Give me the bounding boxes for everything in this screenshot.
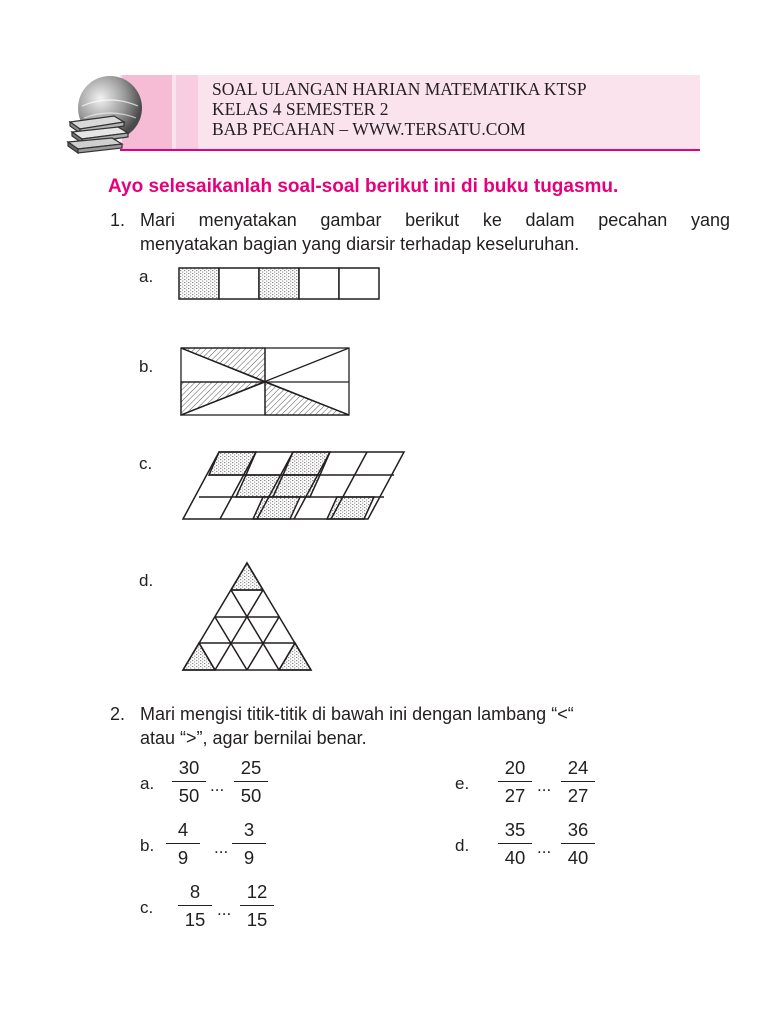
item-a-left-fraction xyxy=(169,756,209,808)
fraction-bar xyxy=(172,781,206,782)
question-2-number: 2. xyxy=(110,704,126,724)
numerator: 8 xyxy=(189,881,201,902)
fraction-bar xyxy=(498,781,532,782)
item-c-dots: ... xyxy=(217,900,232,919)
figure-a-cell-shaded xyxy=(259,268,299,299)
item-a-label: a. xyxy=(140,774,155,793)
question-1-line-1: Mari menyatakan gambar berikut ke dalam pecahan yang xyxy=(140,210,730,230)
numerator: 35 xyxy=(504,819,526,840)
item-e-left-fraction xyxy=(495,756,535,808)
header-line-3: BAB PECAHAN – WWW.TERSATU.COM xyxy=(212,119,526,139)
fraction-bar xyxy=(561,781,595,782)
denominator: 15 xyxy=(246,909,268,931)
denominator: 27 xyxy=(567,785,589,807)
denominator: 40 xyxy=(504,847,526,869)
numerator: 30 xyxy=(178,757,200,778)
header-line-1: SOAL ULANGAN HARIAN MATEMATIKA KTSP xyxy=(212,79,587,99)
denominator: 27 xyxy=(504,785,526,807)
item-d-label: d. xyxy=(455,836,470,855)
item-e-label: e. xyxy=(455,774,470,793)
header-line-2: KELAS 4 SEMESTER 2 xyxy=(212,99,389,119)
fraction-bar xyxy=(166,843,200,844)
figure-a-label: a. xyxy=(139,267,154,286)
denominator: 50 xyxy=(240,785,262,807)
figure-a-cell-shaded xyxy=(179,268,219,299)
denominator: 50 xyxy=(178,785,200,807)
item-e-right-fraction xyxy=(558,756,598,808)
fraction-bar xyxy=(232,843,266,844)
denominator: 15 xyxy=(184,909,206,931)
figure-b xyxy=(181,348,349,415)
question-1-line-2: menyatakan bagian yang diarsir terhadap keseluruhan. xyxy=(140,234,580,254)
item-b-dots: ... xyxy=(214,838,229,857)
numerator: 24 xyxy=(567,757,589,778)
figure-c xyxy=(183,452,404,519)
item-c-right-fraction xyxy=(237,880,277,932)
figure-a-cell xyxy=(219,268,259,299)
numerator: 25 xyxy=(240,757,262,778)
numerator: 20 xyxy=(504,757,526,778)
fraction-bar xyxy=(178,905,212,906)
figure-a-cell xyxy=(299,268,339,299)
fraction-bar xyxy=(498,843,532,844)
figure-a-cell xyxy=(339,268,379,299)
numerator: 4 xyxy=(177,819,189,840)
numerator: 12 xyxy=(246,881,268,902)
item-a-right-fraction xyxy=(231,756,271,808)
instruction-heading: Ayo selesaikanlah soal-soal berikut ini di buku tugasmu. xyxy=(108,176,619,197)
item-b-label: b. xyxy=(140,836,155,855)
item-c-label: c. xyxy=(140,898,154,917)
fraction-bar xyxy=(234,781,268,782)
figure-d xyxy=(183,563,311,670)
item-e-dots: ... xyxy=(537,776,552,795)
denominator: 40 xyxy=(567,847,589,869)
numerator: 36 xyxy=(567,819,589,840)
item-d-dots: ... xyxy=(537,838,552,857)
numerator: 3 xyxy=(243,819,255,840)
item-a-dots: ... xyxy=(210,776,225,795)
item-d-right-fraction xyxy=(558,818,598,870)
item-d-left-fraction xyxy=(495,818,535,870)
figure-a xyxy=(179,268,379,299)
question-2-line-2: atau “>”, agar bernilai benar. xyxy=(140,728,367,748)
figure-d-label: d. xyxy=(139,571,154,590)
item-b-right-fraction xyxy=(229,818,269,870)
figure-b-label: b. xyxy=(139,357,154,376)
figure-c-label: c. xyxy=(139,454,153,473)
fraction-bar xyxy=(240,905,274,906)
fraction-bar xyxy=(561,843,595,844)
denominator: 9 xyxy=(243,847,255,869)
item-c-left-fraction xyxy=(175,880,215,932)
question-2-line-1: Mari mengisi titik-titik di bawah ini dengan lambang “<“ xyxy=(140,704,574,724)
denominator: 9 xyxy=(177,847,189,869)
question-1-number: 1. xyxy=(110,210,126,230)
item-b-left-fraction xyxy=(163,818,203,870)
